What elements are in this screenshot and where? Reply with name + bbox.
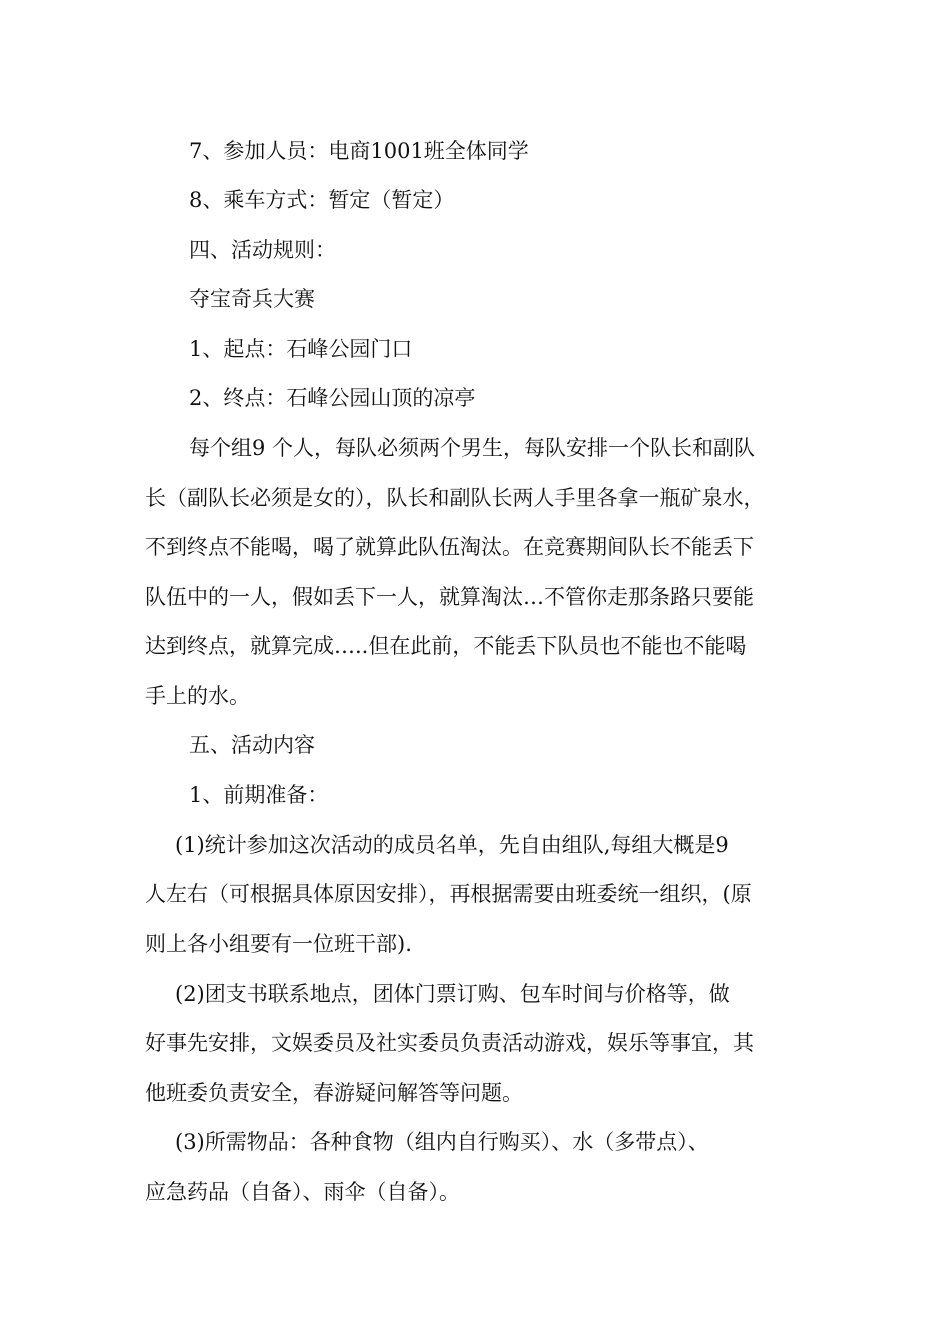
- game-title: 夺宝奇兵大赛: [189, 287, 315, 311]
- rules-paragraph-line-1: 每个组9 个人，每队必须两个男生，每队安排一个队长和副队: [189, 436, 756, 460]
- start-point-line: 1、起点：石峰公园门口: [189, 337, 413, 361]
- prep-item-1-line-2: 人左右（可根据具体原因安排），再根据需要由班委统一组织，(原: [145, 882, 752, 906]
- prep-item-2-line-3: 他班委负责安全，春游疑问解答等问题。: [145, 1081, 523, 1105]
- section-heading-content: 五、活动内容: [189, 733, 315, 757]
- rules-paragraph-line-2: 长（副队长必须是女的），队长和副队长两人手里各拿一瓶矿泉水，: [145, 486, 765, 510]
- prep-item-1-line-1: (1)统计参加这次活动的成员名单，先自由组队,每组大概是9: [175, 833, 729, 857]
- end-point-line: 2、终点：石峰公园山顶的凉亭: [189, 386, 476, 410]
- section-heading-rules: 四、活动规则：: [189, 238, 336, 262]
- rules-paragraph-line-5: 达到终点，就算完成…..但在此前，不能丢下队员也不能也不能喝: [145, 634, 747, 658]
- preparation-heading: 1、前期准备：: [189, 783, 329, 807]
- rules-paragraph-line-3: 不到终点不能喝，喝了就算此队伍淘汰。在竞赛期间队长不能丢下: [145, 535, 754, 559]
- transport-line: 8、乘车方式：暂定（暂定）: [189, 188, 455, 212]
- prep-item-1-line-3: 则上各小组要有一位班干部).: [145, 932, 412, 956]
- prep-item-3-line-1: (3)所需物品：各种食物（组内自行购买）、水（多带点）、: [175, 1130, 709, 1154]
- prep-item-2-line-1: (2)团支书联系地点，团体门票订购、包车时间与价格等，做: [175, 982, 730, 1006]
- participants-line: 7、参加人员：电商1001班全体同学: [189, 139, 529, 163]
- prep-item-3-line-2: 应急药品（自备）、雨伞（自备）。: [145, 1180, 460, 1204]
- rules-paragraph-line-6: 手上的水。: [145, 684, 250, 708]
- prep-item-2-line-2: 好事先安排，文娱委员及社实委员负责活动游戏，娱乐等事宜，其: [145, 1031, 754, 1055]
- rules-paragraph-line-4: 队伍中的一人，假如丢下一人，就算淘汰…不管你走那条路只要能: [145, 585, 754, 609]
